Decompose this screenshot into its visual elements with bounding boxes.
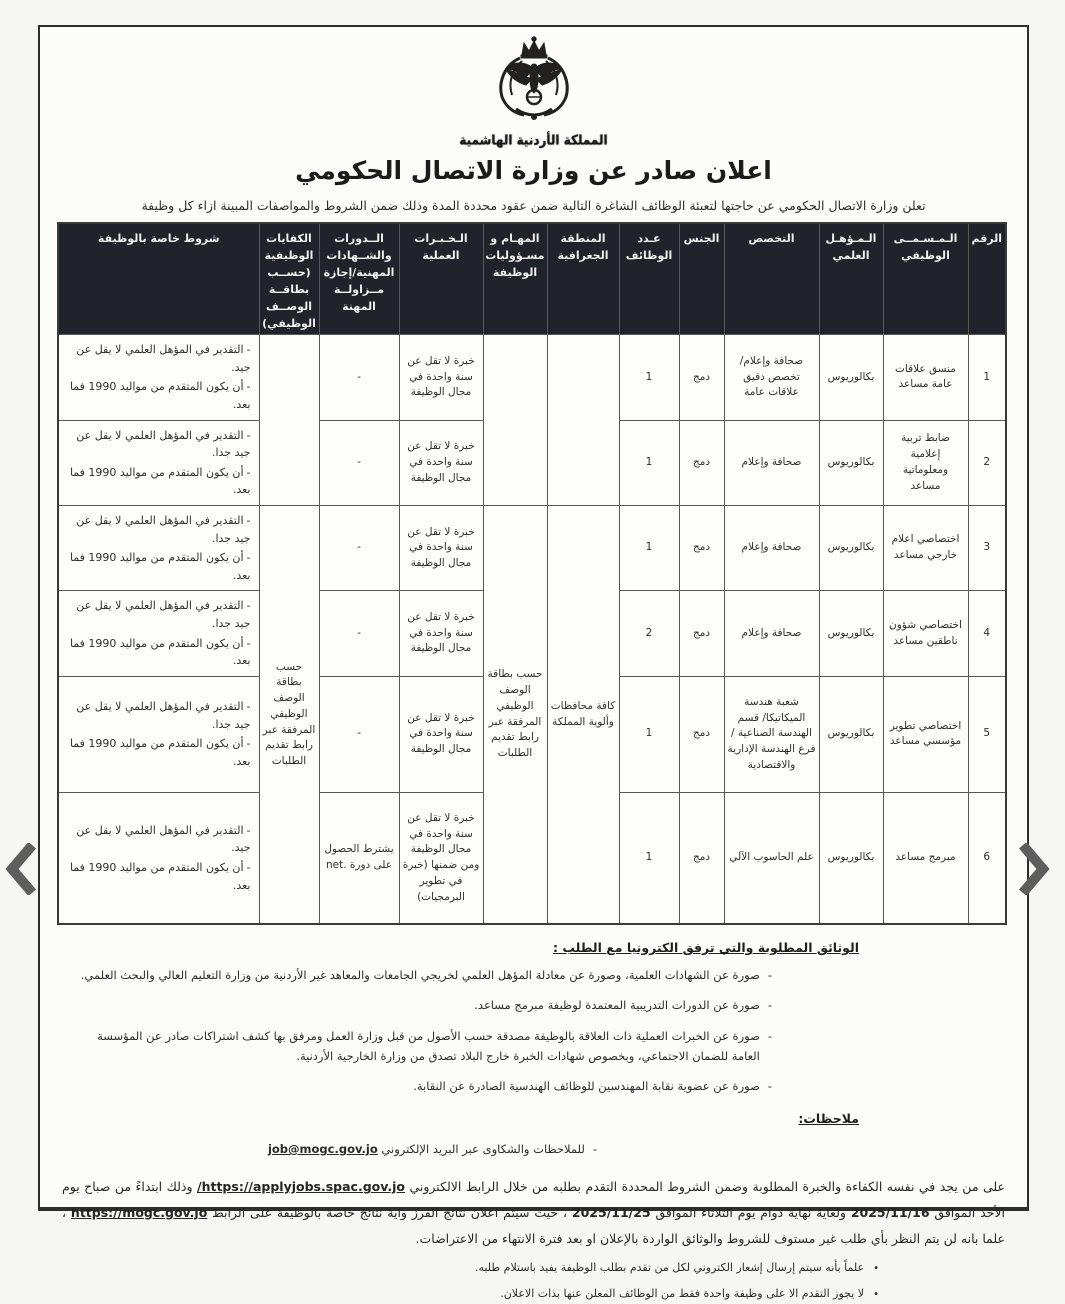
table-header-row <box>58 223 1006 335</box>
dash-marker: - <box>592 1141 597 1156</box>
royal-calligraphy: المملكة الأردنية الهاشمية <box>459 132 608 148</box>
experience-cell: خبرة لا تقل عن سنة واحدة في مجال الوظيفة <box>399 591 483 676</box>
column-header-conditions: شروط خاصة بالوظيفة <box>58 223 259 335</box>
column-header-vacancies: عـدد الوظائف <box>619 223 679 335</box>
vacancies-cell: 1 <box>619 792 679 924</box>
job-number-cell: 3 <box>968 506 1006 591</box>
dash-marker: - <box>246 514 251 528</box>
gender-cell: دمج <box>679 591 724 676</box>
column-header-job-title: الـمـسـمــى الوظيفي <box>883 223 968 335</box>
job-number-cell: 5 <box>968 676 1006 792</box>
major-cell: علم الحاسوب الآلي <box>724 792 819 924</box>
table-row <box>58 335 1006 420</box>
degree-cell: بكالوريوس <box>819 676 883 792</box>
experience-cell: خبرة لا تقل عن سنة واحدة في مجال الوظيفة <box>399 506 483 591</box>
doc-list-item <box>66 1026 772 1066</box>
email-note <box>60 1142 597 1156</box>
notes-heading: ملاحظات: <box>798 1110 859 1126</box>
gender-cell: دمج <box>679 792 724 924</box>
dash-marker: - <box>246 343 251 357</box>
dash-marker: - <box>767 1078 772 1093</box>
courses-cell: - <box>319 420 399 505</box>
doc-list-item <box>66 965 772 985</box>
apply-paragraph: على من يجد في نفسه الكفاءة والخبرة المطلوبة وضمن الشروط المحددة التقدم بطلبه من خلال الرابط الالكتروني /https://applyjobs.spac.gov.jo وذلك ابتداءً من صباح يوم الأحد الموافق 2025/11/16 ولغاية نهاية دوام يوم الثلاثاء الموافق 2025/11/25 ، حيث سيتم اعلان نتائج الفرز واية نتائج خاصة بالوظيفة على الرابط https://mogc.gov.jo ، علما بانه لن يتم النظر بأي طلب غير مستوف للشروط والوثائق الواردة بالإعلان او بعد فترة الانتهاء من الاعتراضات. <box>62 1178 1006 1246</box>
dash-marker: - <box>246 636 251 650</box>
column-header-duties: المهـام و مسـؤوليات الوظيفة <box>483 223 547 335</box>
experience-cell: خبرة لا تقل عن سنة واحدة في مجال الوظيفة ومن ضمنها (خبرة في تطوير البرمجيات) <box>399 792 483 924</box>
dash-marker: - <box>246 737 251 751</box>
doc-list-item <box>66 995 772 1015</box>
dash-marker: - <box>767 968 772 983</box>
conditions-cell: -التقدير في المؤهل العلمي لا يقل عن جيد جدا. -أن يكون المتقدم من مواليد 1990 فما بعد. <box>58 420 259 505</box>
dash-marker: - <box>767 1028 772 1043</box>
major-cell: شعبة هندسة الميكاتيكا/ قسم الهندسة الصناعية / فرع الهندسة الإدارية والاقتصادية <box>724 676 819 792</box>
degree-cell: بكالوريوس <box>819 506 883 591</box>
job-title-cell: اختصاصي شؤون ناطقين مساعد <box>883 591 968 676</box>
email-note-text: للملاحظات والشكاوى عبر البريد الإلكتروني job@mogc.gov.jo <box>267 1141 585 1156</box>
column-header-courses: الــدورات والشــهادات المهنية/إجازة مــزاولــة المهنة <box>319 223 399 335</box>
column-header-degree: الـمـؤهـل العلمي <box>819 223 883 335</box>
dash-marker: - <box>767 998 772 1013</box>
bullet-marker: • <box>873 1288 879 1300</box>
jordan-coat-of-arms-icon <box>60 35 1007 123</box>
table-row <box>58 506 1006 591</box>
contact-email: job@mogc.gov.jo <box>267 1141 378 1156</box>
job-title-cell: ضابط تربية إعلامية ومعلوماتية مساعد <box>883 420 968 505</box>
region-cell: كافة محافظات وألوية المملكة <box>547 506 619 925</box>
intro-text: تعلن وزارة الاتصال الحكومي عن حاجتها لتعبئة الوظائف الشاغرة التالية ضمن عقود محددة المدة وذلك ضمن الشروط والمواصفات المبينة ازاء كل وظيفة <box>141 198 926 213</box>
gender-cell: دمج <box>679 506 724 591</box>
gender-cell: دمج <box>679 676 724 792</box>
gender-cell: دمج <box>679 335 724 420</box>
dash-marker: - <box>246 551 251 565</box>
degree-cell: بكالوريوس <box>819 591 883 676</box>
final-note-text: لا يجوز التقدم الا على وظيفة واحدة فقط من الوظائف المعلن عنها بذات الاعلان. <box>500 1286 865 1300</box>
conditions-cell: -التقدير في المؤهل العلمي لا يقل عن جيد جدا. -أن يكون المتقدم من مواليد 1990 فما بعد. <box>58 676 259 792</box>
documents-heading: الوثائق المطلوبة والتي ترفق الكترونيا مع الطلب : <box>553 940 859 956</box>
doc-list-item-text: صورة عن الدورات التدريبية المعتمدة لوظيفة مبرمج مساعد. <box>474 998 760 1013</box>
page-title: اعلان صادر عن وزارة الاتصال الحكومي <box>295 156 772 185</box>
duties-cell-empty <box>483 335 547 506</box>
conditions-cell: -التقدير في المؤهل العلمي لا يقل عن جيد. -أن يكون المتقدم من مواليد 1990 فما بعد. <box>58 335 259 420</box>
conditions-cell: -التقدير في المؤهل العلمي لا يقل عن جيد جدا. -أن يكون المتقدم من مواليد 1990 فما بعد. <box>58 506 259 591</box>
bullet-marker: • <box>873 1262 879 1274</box>
mogc-link: https://mogc.gov.jo <box>70 1204 208 1220</box>
major-cell: صحافة وإعلام <box>724 506 819 591</box>
final-note-text: علماً بأنه سيتم إرسال إشعار الكتروني لكل من تقدم بطلب الوظيفة يفيد باستلام طلبه. <box>475 1260 865 1274</box>
courses-cell: يشترط الحصول على دورة .net <box>319 792 399 924</box>
experience-cell: خبرة لا تقل عن سنة واحدة في مجال الوظيفة <box>399 335 483 420</box>
jobs-table <box>57 222 1007 925</box>
courses-cell: - <box>319 506 399 591</box>
dash-marker: - <box>246 700 251 714</box>
degree-cell: بكالوريوس <box>819 335 883 420</box>
doc-list-item-text: صورة عن الخبرات العملية ذات العلاقة بالوظيفة مصدقة حسب الأصول من قبل وزارة العمل ومرفق بها كشف اشتراكات صادر عن المؤسسة العامة للضمان الاجتماعي، وبخصوص شهادات الخبرة خارج البلاد تصدق من وزارة الخارجية الأردنية. <box>97 1028 760 1063</box>
column-header-experience: الـخـبـرات العملية <box>399 223 483 335</box>
job-title-cell: منسق علاقات عامة مساعد <box>883 335 968 420</box>
major-cell: صحافة وإعلام/ تخصص دقيق علاقات عامة <box>724 335 819 420</box>
final-note-item <box>60 1285 879 1304</box>
degree-cell: بكالوريوس <box>819 792 883 924</box>
end-date: 2025/11/25 <box>571 1204 651 1220</box>
experience-cell: خبرة لا تقل عن سنة واحدة في مجال الوظيفة <box>399 420 483 505</box>
region-cell-empty <box>547 335 619 506</box>
major-cell: صحافة وإعلام <box>724 420 819 505</box>
major-cell: صحافة وإعلام <box>724 591 819 676</box>
dash-marker: - <box>246 428 251 442</box>
vacancies-cell: 1 <box>619 676 679 792</box>
job-title-cell: اختصاصي اعلام خارجي مساعد <box>883 506 968 591</box>
courses-cell: - <box>319 676 399 792</box>
degree-cell: بكالوريوس <box>819 420 883 505</box>
job-number-cell: 6 <box>968 792 1006 924</box>
announcement-document <box>38 25 1029 1300</box>
competencies-cell: حسب بطاقة الوصف الوظيفي المرفقة عبر رابط تقديم الطلبات <box>259 506 319 925</box>
vacancies-cell: 1 <box>619 506 679 591</box>
dash-marker: - <box>246 465 251 479</box>
dash-marker: - <box>246 861 251 875</box>
dash-marker: - <box>246 823 251 837</box>
column-header-number: الرقم <box>968 223 1006 335</box>
column-header-gender: الجنس <box>679 223 724 335</box>
job-number-cell: 2 <box>968 420 1006 505</box>
conditions-cell: -التقدير في المؤهل العلمي لا يقل عن جيد. -أن يكون المتقدم من مواليد 1990 فما بعد. <box>58 792 259 924</box>
doc-list-item <box>66 1076 772 1096</box>
courses-cell: - <box>319 335 399 420</box>
applyjobs-link: /https://applyjobs.spac.gov.jo <box>197 1178 405 1194</box>
experience-cell: خبرة لا تقل عن سنة واحدة في مجال الوظيفة <box>399 676 483 792</box>
next-arrow-icon[interactable] <box>1019 843 1051 899</box>
vacancies-cell: 2 <box>619 591 679 676</box>
start-date: 2025/11/16 <box>850 1204 930 1220</box>
job-number-cell: 4 <box>968 591 1006 676</box>
job-number-cell: 1 <box>968 335 1006 420</box>
column-header-major: التخصص <box>724 223 819 335</box>
vacancies-cell: 1 <box>619 335 679 420</box>
column-header-region: المنطقة الجغرافية <box>547 223 619 335</box>
doc-list-item-text: صورة عن الشهادات العلمية، وصورة عن معادلة المؤهل العلمي لخريجي الجامعات والمعاهد غير الأردنية من وزارة التعليم العالي والبحث العلمي. <box>80 968 760 983</box>
conditions-cell: -التقدير في المؤهل العلمي لا يقل عن جيد جدا. -أن يكون المتقدم من مواليد 1990 فما بعد. <box>58 591 259 676</box>
final-note-item <box>60 1259 879 1278</box>
dash-marker: - <box>246 599 251 613</box>
gender-cell: دمج <box>679 420 724 505</box>
job-title-cell: مبرمج مساعد <box>883 792 968 924</box>
duties-cell: حسب بطاقة الوصف الوظيفي المرفقة عبر رابط تقديم الطلبات <box>483 506 547 925</box>
job-title-cell: اختصاصي تطوير مؤسسي مساعد <box>883 676 968 792</box>
column-header-competencies: الكفايات الوظيفية (حســب بطاقــة الوصــف الوظيفي) <box>259 223 319 335</box>
courses-cell: - <box>319 591 399 676</box>
doc-list-item-text: صورة عن عضوية نقابة المهندسين للوظائف الهندسية الصادرة عن النقابة. <box>413 1078 760 1093</box>
competencies-cell-empty <box>259 335 319 506</box>
vacancies-cell: 1 <box>619 420 679 505</box>
dash-marker: - <box>246 380 251 394</box>
prev-arrow-icon[interactable] <box>4 843 36 899</box>
